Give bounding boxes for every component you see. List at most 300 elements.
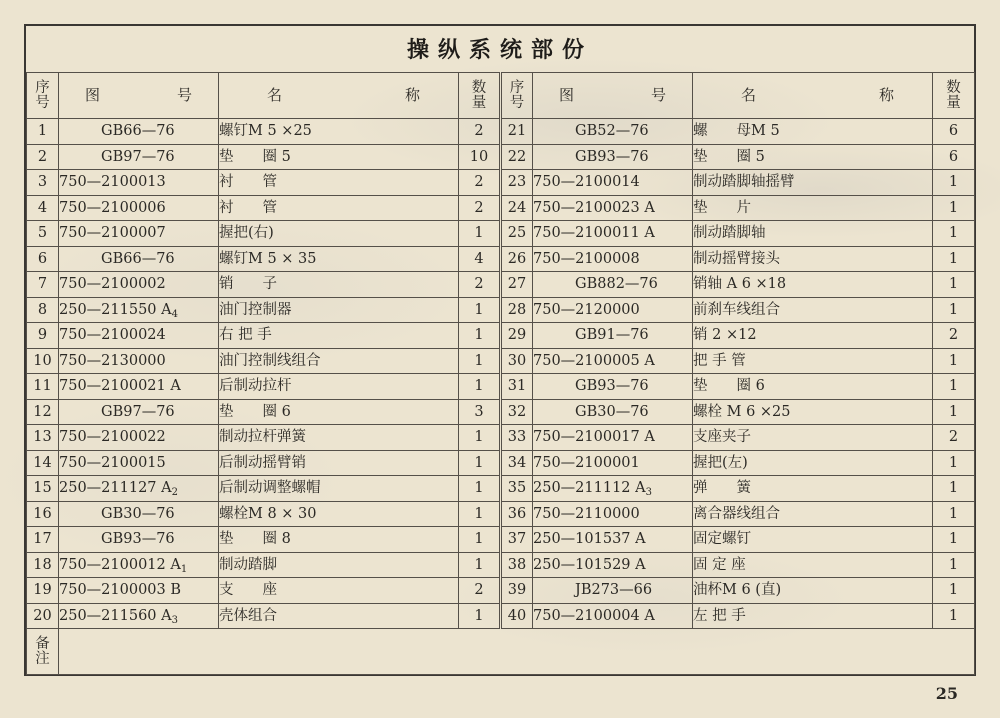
drawing-number-text: 750—2100012 A <box>59 556 181 573</box>
item-number-text: 24 <box>507 199 527 216</box>
part-name-text: 壳体组合 <box>219 607 277 624</box>
item-number-text: 28 <box>507 301 527 318</box>
quantity <box>933 297 975 323</box>
drawing-number-text: 250—101537 A <box>533 531 646 547</box>
item-number-text: 22 <box>507 148 527 165</box>
part-name-text: 销 2 ×12 <box>693 327 757 343</box>
quantity <box>933 246 975 272</box>
part-name <box>219 144 459 170</box>
drawing-number-text: 750—2100023 A <box>533 199 655 216</box>
part-name-text: 支座夹子 <box>693 429 751 445</box>
drawing-number-suffix: 2 <box>171 487 178 498</box>
drawing-number-text: 750—2100015 <box>59 454 166 471</box>
drawing-number <box>59 348 219 374</box>
item-number <box>27 450 59 476</box>
item-number <box>27 297 59 323</box>
part-name <box>219 527 459 553</box>
item-number <box>27 527 59 553</box>
part-name-text: 垫 圈 6 <box>219 403 291 420</box>
item-number <box>27 119 59 145</box>
drawing-number-text: 750—2100022 <box>59 429 166 445</box>
drawing-number-text: 750—2120000 <box>533 301 640 318</box>
header-code: 图 号 <box>59 73 219 119</box>
drawing-number-text: 750—2100014 <box>533 174 640 190</box>
quantity <box>459 425 501 451</box>
quantity <box>933 374 975 400</box>
item-number-text: 17 <box>33 531 52 547</box>
item-number-text: 33 <box>507 429 527 445</box>
quantity-text: 1 <box>948 225 959 241</box>
header-qty: 数 量 <box>459 73 501 119</box>
item-number-text: 20 <box>33 607 52 624</box>
item-number-text: 40 <box>507 607 527 624</box>
drawing-number <box>59 578 219 604</box>
part-name-text: 后制动摇臂销 <box>219 454 306 471</box>
quantity-text: 1 <box>474 378 484 394</box>
part-name-text: 制动摇臂接头 <box>693 250 780 267</box>
quantity-text: 1 <box>474 556 484 573</box>
item-number-text: 31 <box>507 378 527 394</box>
quantity <box>459 476 501 502</box>
part-name-text: 制动踏脚 <box>219 556 277 573</box>
item-number-text: 11 <box>33 378 52 394</box>
item-number-text: 2 <box>37 148 48 165</box>
quantity-text: 2 <box>948 327 959 343</box>
quantity <box>459 527 501 553</box>
part-name <box>693 323 933 349</box>
part-name-text: 衬 管 <box>219 199 277 216</box>
quantity <box>933 425 975 451</box>
item-number <box>27 221 59 247</box>
part-name <box>693 272 933 298</box>
header-seq: 序 号 <box>501 73 533 119</box>
item-number <box>501 552 533 578</box>
item-number-text: 19 <box>33 582 52 598</box>
item-number <box>27 170 59 196</box>
part-name-text: 弹 簧 <box>693 480 751 496</box>
quantity-text: 1 <box>948 174 959 190</box>
part-name <box>219 170 459 196</box>
quantity-text: 2 <box>948 429 959 445</box>
header-name: 名 称 <box>219 73 459 119</box>
item-number-text: 34 <box>507 454 527 471</box>
drawing-number-text: GB97—76 <box>101 403 175 420</box>
quantity-text: 1 <box>948 378 959 394</box>
item-number <box>501 425 533 451</box>
quantity <box>459 348 501 374</box>
drawing-number <box>59 603 219 629</box>
item-number <box>27 399 59 425</box>
drawing-number-suffix: 4 <box>171 308 178 320</box>
drawing-number-text: 750—2100013 <box>59 174 166 190</box>
quantity-text: 1 <box>948 582 959 598</box>
drawing-number-text: GB91—76 <box>575 327 649 343</box>
header-name: 名 称 <box>693 73 933 119</box>
drawing-number-text: 750—2100004 A <box>533 607 655 624</box>
table-row <box>27 348 975 374</box>
remarks-label: 备 注 <box>27 629 59 675</box>
table-row <box>27 527 975 553</box>
item-number-text: 15 <box>33 480 52 496</box>
part-name <box>693 297 933 323</box>
item-number-text: 32 <box>507 403 527 420</box>
part-name-text: 支 座 <box>219 582 277 598</box>
quantity-text: 1 <box>474 301 484 318</box>
item-number-text: 1 <box>37 123 48 139</box>
item-number <box>27 195 59 221</box>
quantity <box>459 246 501 272</box>
part-name <box>693 144 933 170</box>
drawing-number <box>59 144 219 170</box>
item-number <box>501 374 533 400</box>
part-name-text: 衬 管 <box>219 174 277 190</box>
drawing-number <box>59 501 219 527</box>
item-number <box>27 578 59 604</box>
table-row <box>27 170 975 196</box>
table-row <box>27 450 975 476</box>
table-row <box>27 323 975 349</box>
part-name-text: 制动踏脚轴 <box>693 225 766 241</box>
parts-table <box>26 72 975 675</box>
header-qty: 数 量 <box>933 73 975 119</box>
drawing-number <box>59 272 219 298</box>
item-number-text: 9 <box>37 327 48 343</box>
item-number <box>501 221 533 247</box>
part-name <box>219 450 459 476</box>
part-name <box>693 119 933 145</box>
quantity-text: 2 <box>474 199 484 216</box>
table-row <box>27 195 975 221</box>
drawing-number-text: GB30—76 <box>575 403 649 420</box>
quantity <box>933 170 975 196</box>
quantity <box>933 578 975 604</box>
part-name-text: 销轴 A 6 ×18 <box>693 276 787 292</box>
item-number-text: 16 <box>33 505 52 522</box>
part-name <box>693 195 933 221</box>
drawing-number <box>59 399 219 425</box>
drawing-number-text: 750—2100006 <box>59 199 166 216</box>
quantity-text: 1 <box>948 276 959 292</box>
part-name-text: 螺栓 M 6 ×25 <box>693 403 791 420</box>
part-name <box>693 527 933 553</box>
quantity-text: 1 <box>474 352 484 369</box>
quantity-text: 1 <box>474 225 484 241</box>
part-name-text: 垫 圈 8 <box>219 531 291 547</box>
item-number <box>27 501 59 527</box>
item-number <box>27 246 59 272</box>
quantity-text: 1 <box>474 327 484 343</box>
drawing-number <box>533 221 693 247</box>
item-number <box>501 476 533 502</box>
drawing-number <box>59 476 219 502</box>
part-name <box>693 170 933 196</box>
item-number-text: 23 <box>507 174 527 190</box>
part-name-text: 把 手 管 <box>693 352 746 369</box>
page-title: 操纵系统部份 <box>406 37 593 63</box>
quantity-text: 1 <box>948 556 959 573</box>
item-number <box>501 246 533 272</box>
item-number <box>501 603 533 629</box>
drawing-number-text: GB66—76 <box>101 250 175 267</box>
quantity-text: 1 <box>948 480 959 496</box>
quantity <box>933 221 975 247</box>
quantity <box>459 195 501 221</box>
part-name <box>693 425 933 451</box>
drawing-number-text: 750—2100007 <box>59 225 166 241</box>
quantity <box>933 348 975 374</box>
drawing-number <box>533 501 693 527</box>
item-number-text: 10 <box>33 352 52 369</box>
drawing-number <box>533 323 693 349</box>
drawing-number-text: 250—211127 A <box>59 480 172 496</box>
item-number-text: 12 <box>33 403 52 420</box>
table-row <box>27 119 975 145</box>
item-number <box>501 144 533 170</box>
part-name <box>693 578 933 604</box>
drawing-number <box>533 578 693 604</box>
quantity <box>933 119 975 145</box>
item-number <box>27 374 59 400</box>
item-number <box>27 425 59 451</box>
item-number-text: 38 <box>507 556 527 573</box>
item-number <box>27 603 59 629</box>
item-number-text: 30 <box>507 352 527 369</box>
item-number-text: 21 <box>507 123 527 139</box>
part-name <box>219 195 459 221</box>
quantity <box>933 552 975 578</box>
part-name-text: 制动踏脚轴摇臂 <box>693 174 795 190</box>
drawing-number <box>533 195 693 221</box>
quantity-text: 1 <box>474 505 484 522</box>
quantity <box>933 476 975 502</box>
drawing-number-text: 750—2100008 <box>533 250 640 267</box>
quantity-text: 1 <box>948 250 959 267</box>
quantity-text: 1 <box>948 199 959 216</box>
quantity-text: 3 <box>474 403 484 420</box>
item-number <box>501 348 533 374</box>
part-name-text: 螺钉M 5 × 35 <box>219 250 317 267</box>
quantity-text: 6 <box>948 148 959 165</box>
quantity-text: 2 <box>474 123 484 139</box>
drawing-number <box>59 297 219 323</box>
drawing-number <box>59 221 219 247</box>
part-name-text: 垫 片 <box>693 199 751 216</box>
item-number-text: 18 <box>33 556 52 573</box>
quantity <box>459 272 501 298</box>
drawing-number <box>533 476 693 502</box>
part-name <box>219 501 459 527</box>
part-name <box>219 578 459 604</box>
part-name <box>219 246 459 272</box>
item-number <box>501 450 533 476</box>
item-number <box>501 527 533 553</box>
drawing-number-text: 750—2100003 B <box>59 582 182 598</box>
drawing-number <box>59 552 219 578</box>
part-name <box>693 399 933 425</box>
part-name-text: 垫 圈 5 <box>219 148 291 165</box>
quantity-text: 1 <box>474 531 484 547</box>
part-name <box>693 221 933 247</box>
item-number-text: 13 <box>33 429 52 445</box>
part-name-text: 后制动拉杆 <box>219 378 292 394</box>
table-row <box>27 552 975 578</box>
part-name <box>693 603 933 629</box>
item-number-text: 26 <box>507 250 527 267</box>
part-name-text: 螺栓M 8 × 30 <box>219 505 317 522</box>
item-number <box>501 170 533 196</box>
part-name <box>219 221 459 247</box>
part-name <box>219 272 459 298</box>
part-name-text: 左 把 手 <box>693 607 746 624</box>
item-number <box>501 297 533 323</box>
quantity <box>933 323 975 349</box>
drawing-number-text: 750—2100011 A <box>533 225 655 241</box>
table-row <box>27 272 975 298</box>
drawing-number <box>533 399 693 425</box>
table-row <box>27 399 975 425</box>
drawing-number-text: 750—2100017 A <box>533 429 655 445</box>
drawing-number <box>533 450 693 476</box>
quantity-text: 1 <box>948 403 959 420</box>
drawing-number-text: GB52—76 <box>575 123 649 139</box>
drawing-number <box>59 246 219 272</box>
item-number <box>27 552 59 578</box>
part-name-text: 螺 母M 5 <box>693 123 780 139</box>
part-name-text: 油门控制器 <box>219 301 292 318</box>
drawing-number-text: 750—2100021 A <box>59 378 181 394</box>
quantity <box>459 501 501 527</box>
part-name-text: 后制动调整螺帽 <box>219 480 321 496</box>
drawing-number-text: 250—211560 A <box>59 607 172 624</box>
drawing-number-text: GB882—76 <box>575 276 658 292</box>
item-number <box>27 476 59 502</box>
drawing-number-suffix: 3 <box>645 487 652 498</box>
part-name <box>693 501 933 527</box>
quantity-text: 6 <box>948 123 959 139</box>
item-number <box>501 323 533 349</box>
drawing-number <box>59 195 219 221</box>
quantity-text: 1 <box>948 454 959 471</box>
table-row <box>27 246 975 272</box>
drawing-number-suffix: 1 <box>180 563 188 575</box>
part-name <box>219 476 459 502</box>
drawing-number-text: GB93—76 <box>101 531 175 547</box>
quantity <box>933 501 975 527</box>
drawing-number-text: 750—2100001 <box>533 454 640 471</box>
quantity-text: 2 <box>474 582 484 598</box>
quantity <box>459 552 501 578</box>
item-number-text: 6 <box>37 250 48 267</box>
quantity-text: 4 <box>474 250 484 267</box>
drawing-number <box>59 374 219 400</box>
drawing-number-suffix: 3 <box>171 614 178 626</box>
drawing-number-text: 750—2110000 <box>533 505 640 522</box>
drawing-number <box>59 450 219 476</box>
quantity-text: 1 <box>474 429 484 445</box>
part-name <box>693 450 933 476</box>
quantity <box>459 374 501 400</box>
part-name-text: 固定螺钉 <box>693 531 751 547</box>
remarks-content <box>59 629 975 675</box>
drawing-number-text: 250—211112 A <box>533 480 646 496</box>
part-name <box>219 323 459 349</box>
header-seq: 序 号 <box>27 73 59 119</box>
drawing-number-text: 750—2100024 <box>59 327 166 343</box>
quantity-text: 1 <box>474 607 484 624</box>
table-row <box>27 476 975 502</box>
item-number-text: 27 <box>507 276 527 292</box>
table-row <box>27 501 975 527</box>
item-number <box>501 501 533 527</box>
drawing-number <box>533 374 693 400</box>
item-number-text: 25 <box>507 225 527 241</box>
drawing-number <box>533 527 693 553</box>
item-number-text: 4 <box>37 199 48 216</box>
item-number <box>501 399 533 425</box>
part-name-text: 固 定 座 <box>693 556 746 573</box>
part-name <box>219 119 459 145</box>
part-name <box>693 348 933 374</box>
drawing-number <box>533 348 693 374</box>
item-number <box>501 119 533 145</box>
part-name-text: 油杯M 6 (直) <box>693 582 782 598</box>
table-header <box>27 73 975 119</box>
quantity <box>459 170 501 196</box>
table-row <box>27 374 975 400</box>
part-name-text: 螺钉M 5 ×25 <box>219 123 312 139</box>
item-number <box>27 323 59 349</box>
drawing-number-text: 750—2100005 A <box>533 352 655 369</box>
item-number <box>501 272 533 298</box>
item-number <box>27 144 59 170</box>
item-number-text: 7 <box>37 276 48 292</box>
item-number-text: 35 <box>507 480 527 496</box>
quantity <box>459 603 501 629</box>
item-number-text: 14 <box>33 454 52 471</box>
part-name <box>219 399 459 425</box>
item-number-text: 36 <box>507 505 527 522</box>
quantity <box>459 221 501 247</box>
part-name <box>693 552 933 578</box>
header-code: 图 号 <box>533 73 693 119</box>
drawing-number <box>533 272 693 298</box>
part-name <box>219 374 459 400</box>
item-number <box>27 272 59 298</box>
part-name-text: 握把(左) <box>693 454 748 471</box>
quantity-text: 1 <box>474 480 484 496</box>
quantity <box>933 144 975 170</box>
quantity <box>459 323 501 349</box>
part-name <box>219 348 459 374</box>
table-body <box>27 119 975 629</box>
drawing-number-text: GB93—76 <box>575 378 649 394</box>
drawing-number-text: GB30—76 <box>101 505 175 522</box>
drawing-number <box>533 552 693 578</box>
quantity <box>933 195 975 221</box>
quantity-text: 1 <box>948 531 959 547</box>
drawing-number <box>59 170 219 196</box>
quantity <box>933 603 975 629</box>
item-number <box>501 578 533 604</box>
item-number <box>501 195 533 221</box>
quantity <box>933 399 975 425</box>
quantity-text: 2 <box>474 276 484 292</box>
quantity-text: 1 <box>948 352 959 369</box>
table-row <box>27 603 975 629</box>
table-row <box>27 144 975 170</box>
part-name-text: 垫 圈 5 <box>693 148 765 165</box>
quantity <box>459 399 501 425</box>
